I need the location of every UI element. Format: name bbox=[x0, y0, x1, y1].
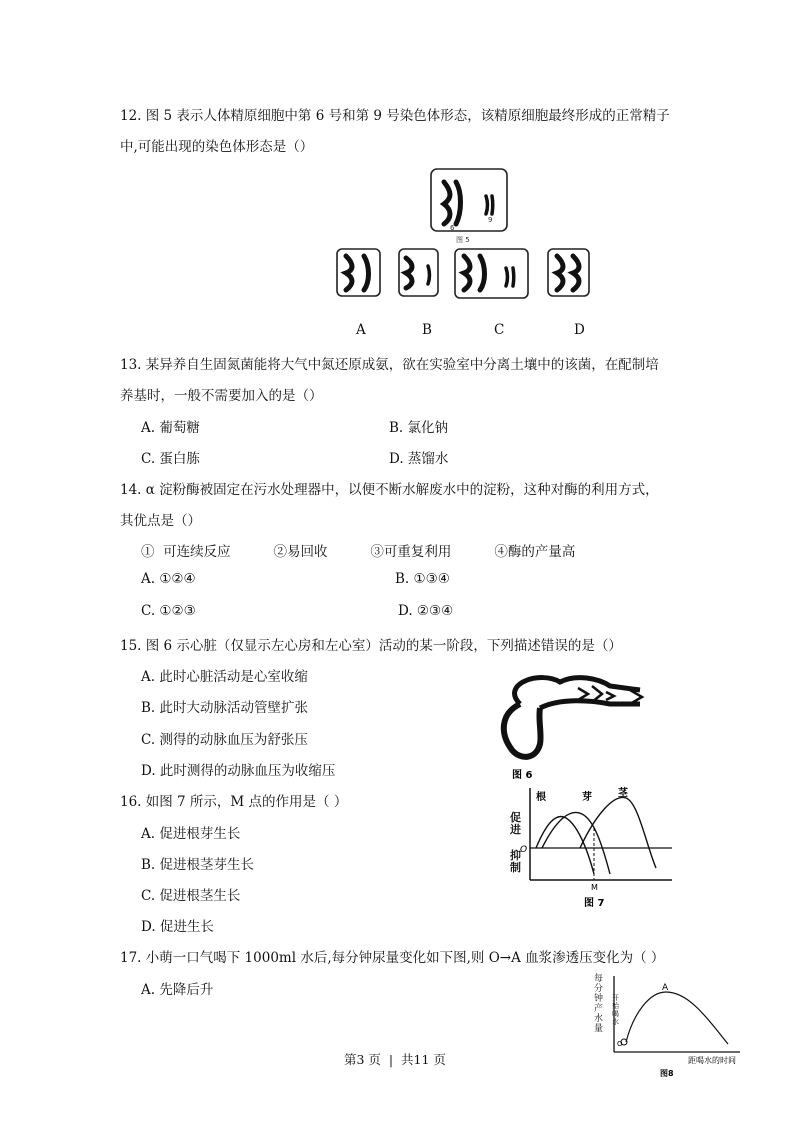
figure-5 bbox=[430, 168, 512, 246]
q13-option-b: B. 氯化钠 bbox=[389, 420, 449, 436]
fig7-origin: O bbox=[520, 845, 528, 855]
fig7-point-m: M bbox=[591, 883, 598, 892]
q14-option-d: D. ②③④ bbox=[398, 603, 454, 619]
q16-line1: 16. 如图 7 所示，M 点的作用是（ ） bbox=[120, 794, 348, 810]
fig5-num-6: 6 bbox=[450, 224, 455, 232]
q16-option-c: C. 促进根茎生长 bbox=[141, 888, 241, 904]
q13-line2: 养基时，一般不需要加入的是（） bbox=[120, 388, 323, 404]
q15-line1: 15. 图 6 示心脏（仅显示左心房和左心室）活动的某一阶段，下列描述错误的是（） bbox=[120, 638, 622, 654]
figure-6-heart bbox=[480, 664, 650, 784]
q15-option-c: C. 测得的动脉血压为舒张压 bbox=[141, 732, 308, 748]
q16-option-a: A. 促进根芽生长 bbox=[141, 826, 241, 842]
fig8-x-label: 距喝水的时间 bbox=[688, 1056, 736, 1065]
fig8-curve bbox=[626, 992, 728, 1044]
figure-7-chart bbox=[506, 784, 676, 910]
fig7-ylabel-inhibit: 抑制 bbox=[510, 849, 521, 874]
q12-line1: 12. 图 5 表示人体精原细胞中第 6 号和第 9 号染色体形态，该精原细胞最终形成的正常精子 bbox=[120, 108, 670, 124]
fig6-caption: 图 6 bbox=[512, 770, 533, 781]
q12-option-a: A bbox=[356, 322, 366, 338]
q15-option-d: D. 此时测得的动脉血压为收缩压 bbox=[141, 763, 336, 779]
q12-line2: 中,可能出现的染色体形态是（） bbox=[120, 139, 314, 155]
curve-bud bbox=[542, 812, 610, 874]
option-b-figure bbox=[398, 248, 440, 298]
fig8-point-o: O bbox=[617, 1040, 623, 1048]
q15-option-b: B. 此时大动脉活动管壁扩张 bbox=[141, 700, 309, 716]
q14-line1: 14. α 淀粉酶被固定在污水处理器中，以便不断水解废水中的淀粉，这种对酶的利用方式， bbox=[120, 482, 659, 498]
q16-option-b: B. 促进根茎芽生长 bbox=[141, 857, 255, 873]
fig8-point-a: A bbox=[662, 983, 669, 993]
fig8-y-label: 每分钟产水量 bbox=[594, 974, 604, 1034]
q15-option-a: A. 此时心脏活动是心室收缩 bbox=[141, 669, 308, 685]
curve-root bbox=[536, 816, 594, 874]
q13-option-a: A. 葡萄糖 bbox=[141, 420, 200, 436]
fig7-ylabel-promote: 促进 bbox=[510, 811, 521, 836]
q14-items: ① 可连续反应 ②易回收 ③可重复利用 ④酶的产量高 bbox=[141, 544, 576, 560]
option-d-figure bbox=[547, 248, 591, 298]
fig5-caption: 图 5 bbox=[456, 236, 470, 244]
fig8-start-label: 开始喝水 bbox=[612, 994, 619, 1026]
q14-line2: 其优点是（） bbox=[120, 513, 201, 529]
q12-option-c: C bbox=[494, 322, 505, 338]
q14-option-b: B. ①③④ bbox=[395, 571, 450, 587]
fig7-caption: 图 7 bbox=[584, 898, 605, 909]
option-c-figure bbox=[454, 248, 530, 300]
q14-option-c: C. ①②③ bbox=[141, 603, 196, 619]
q13-option-d: D. 蒸馏水 bbox=[389, 451, 449, 467]
q17-line1: 17. 小萌一口气喝下 1000ml 水后,每分钟尿量变化如下图,则 O→A 血浆渗透压变化为（ ） bbox=[120, 950, 665, 966]
fig7-label-root: 根 bbox=[536, 792, 546, 803]
curve-stem bbox=[580, 797, 656, 868]
q12-option-d: D bbox=[574, 322, 585, 338]
fig7-label-stem: 茎 bbox=[618, 788, 628, 799]
page-footer: 第3 页 | 共11 页 bbox=[344, 1052, 446, 1067]
q17-option-a: A. 先降后升 bbox=[141, 982, 214, 998]
option-a-figure bbox=[336, 248, 382, 298]
q16-option-d: D. 促进生长 bbox=[141, 919, 214, 935]
q13-line1: 13. 某异养自生固氮菌能将大气中氮还原成氨，欲在实验室中分离土壤中的该菌，在配制培 bbox=[120, 357, 659, 373]
fig8-caption: 图8 bbox=[660, 1069, 674, 1078]
fig7-label-bud: 芽 bbox=[582, 792, 592, 803]
q14-option-a: A. ①②④ bbox=[141, 571, 196, 587]
q12-option-b: B bbox=[422, 322, 432, 338]
q13-option-c: C. 蛋白胨 bbox=[141, 451, 200, 467]
fig5-num-9: 9 bbox=[488, 216, 493, 224]
figure-8-chart bbox=[590, 972, 752, 1080]
